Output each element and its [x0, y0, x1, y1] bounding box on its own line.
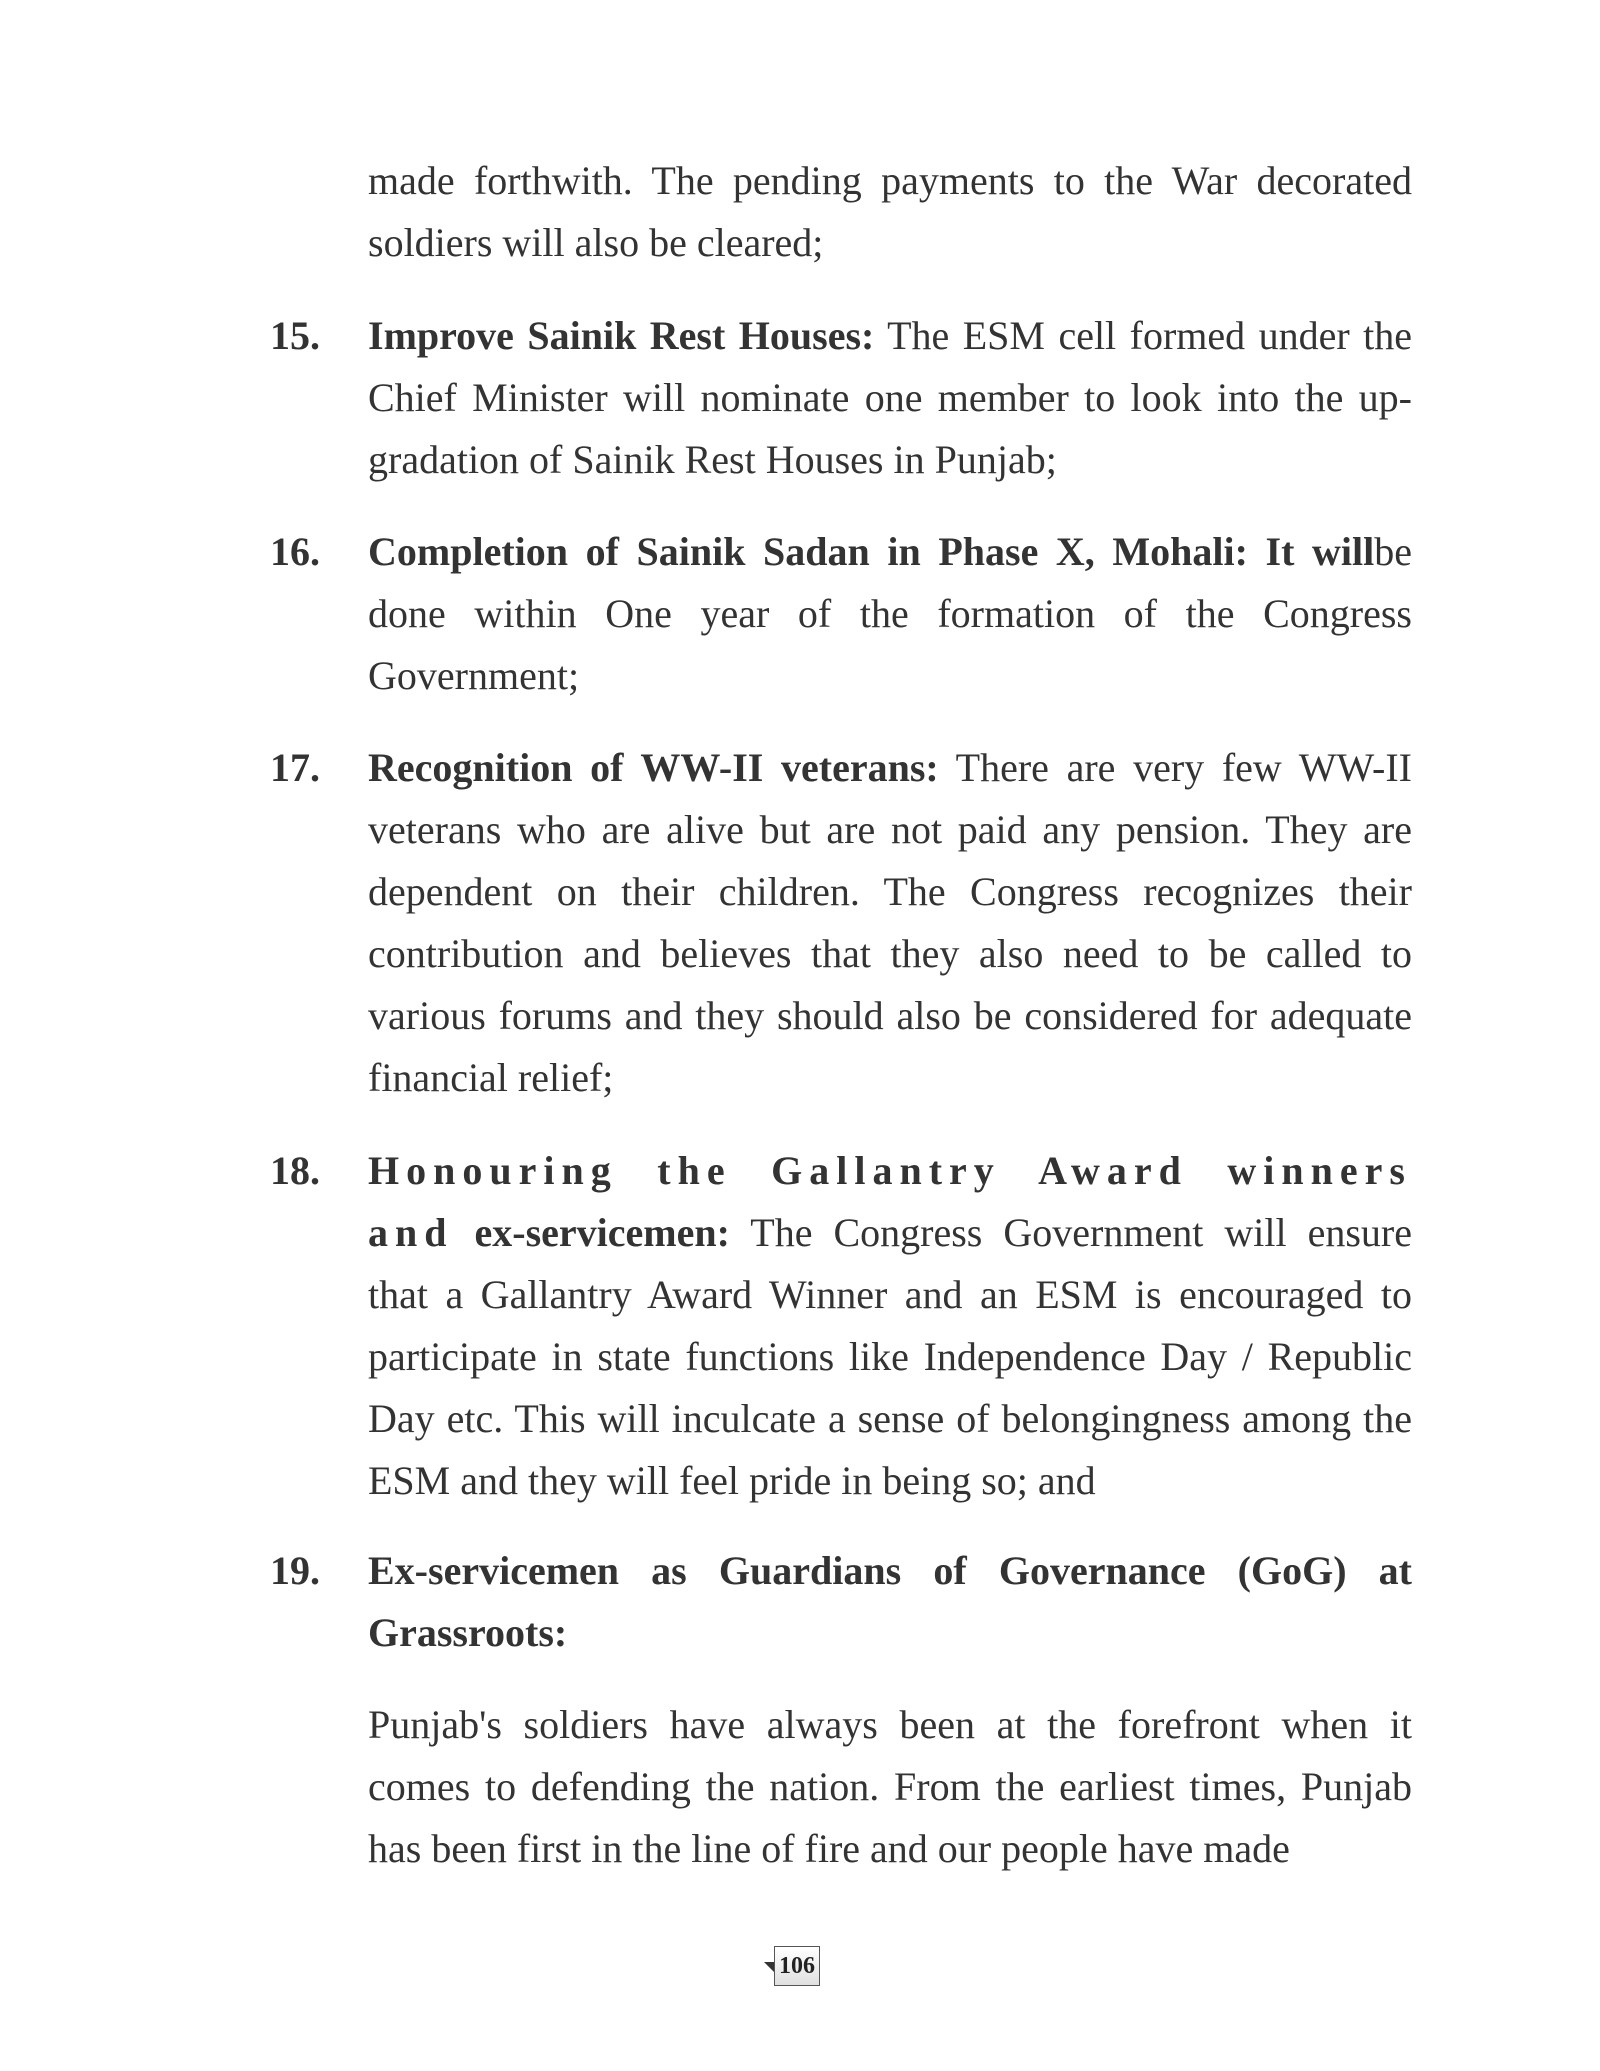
item-heading: Completion of Sainik Sadan in Phase X, Mohali: It will	[368, 529, 1375, 574]
item-heading-rest: ex-servicemen:	[474, 1210, 730, 1255]
item-text: There are very few WW-II veterans who are alive but are not paid any pension. They are dependent on their children. The Congress recognizes their contribution and believes that they also need to be called to various forums and they should also be considered for adequate financial relief;	[368, 745, 1412, 1100]
item-body	[368, 305, 1412, 491]
item-number: 15.	[270, 313, 320, 358]
item-heading: Recognition of WW-II veterans:	[368, 745, 939, 790]
item-number: 19.	[270, 1548, 320, 1593]
item-number: 16.	[270, 529, 320, 574]
list-item-19	[270, 1540, 1412, 1664]
closing-paragraph	[368, 1694, 1412, 1880]
list-item-16	[270, 521, 1412, 707]
item-body	[368, 1140, 1412, 1512]
item-body	[368, 737, 1412, 1109]
item-heading: Ex-servicemen as Guardians of Governance (GoG) at Grassroots:	[368, 1548, 1412, 1655]
continuation-text: made forthwith. The pending payments to the War decorated soldiers will also be cleared;	[368, 158, 1412, 265]
closing-text: Punjab's soldiers have always been at the forefront when it comes to defending the nation. From the earliest times, Punjab has been first in the line of fire and our people have made	[368, 1702, 1412, 1871]
item-text: The Congress Government will ensure that a Gallantry Award Winner and an ESM is encouraged to participate in state functions like Independence Day / Republic Day etc. This will inculcate a sense of belongingness among the ESM and they will feel pride in being so; and	[368, 1210, 1412, 1503]
continuation-paragraph	[368, 150, 1412, 274]
list-item-18	[270, 1140, 1412, 1512]
page-number: 106	[774, 1946, 820, 1986]
item-number: 17.	[270, 745, 320, 790]
item-text: The ESM cell formed under the Chief Minister will nominate one member to look into the up-gradation of Sainik Rest Houses in Punjab;	[368, 313, 1412, 482]
item-body	[368, 1540, 1412, 1664]
list-item-17	[270, 737, 1412, 1109]
item-heading: Improve Sainik Rest Houses:	[368, 313, 875, 358]
item-heading: Honouring the Gallantry Award winners and	[368, 1148, 1412, 1255]
item-number: 18.	[270, 1148, 320, 1193]
item-text: be done within One year of the formation of the Congress Government;	[368, 529, 1412, 698]
item-body	[368, 521, 1412, 707]
list-item-15	[270, 305, 1412, 491]
